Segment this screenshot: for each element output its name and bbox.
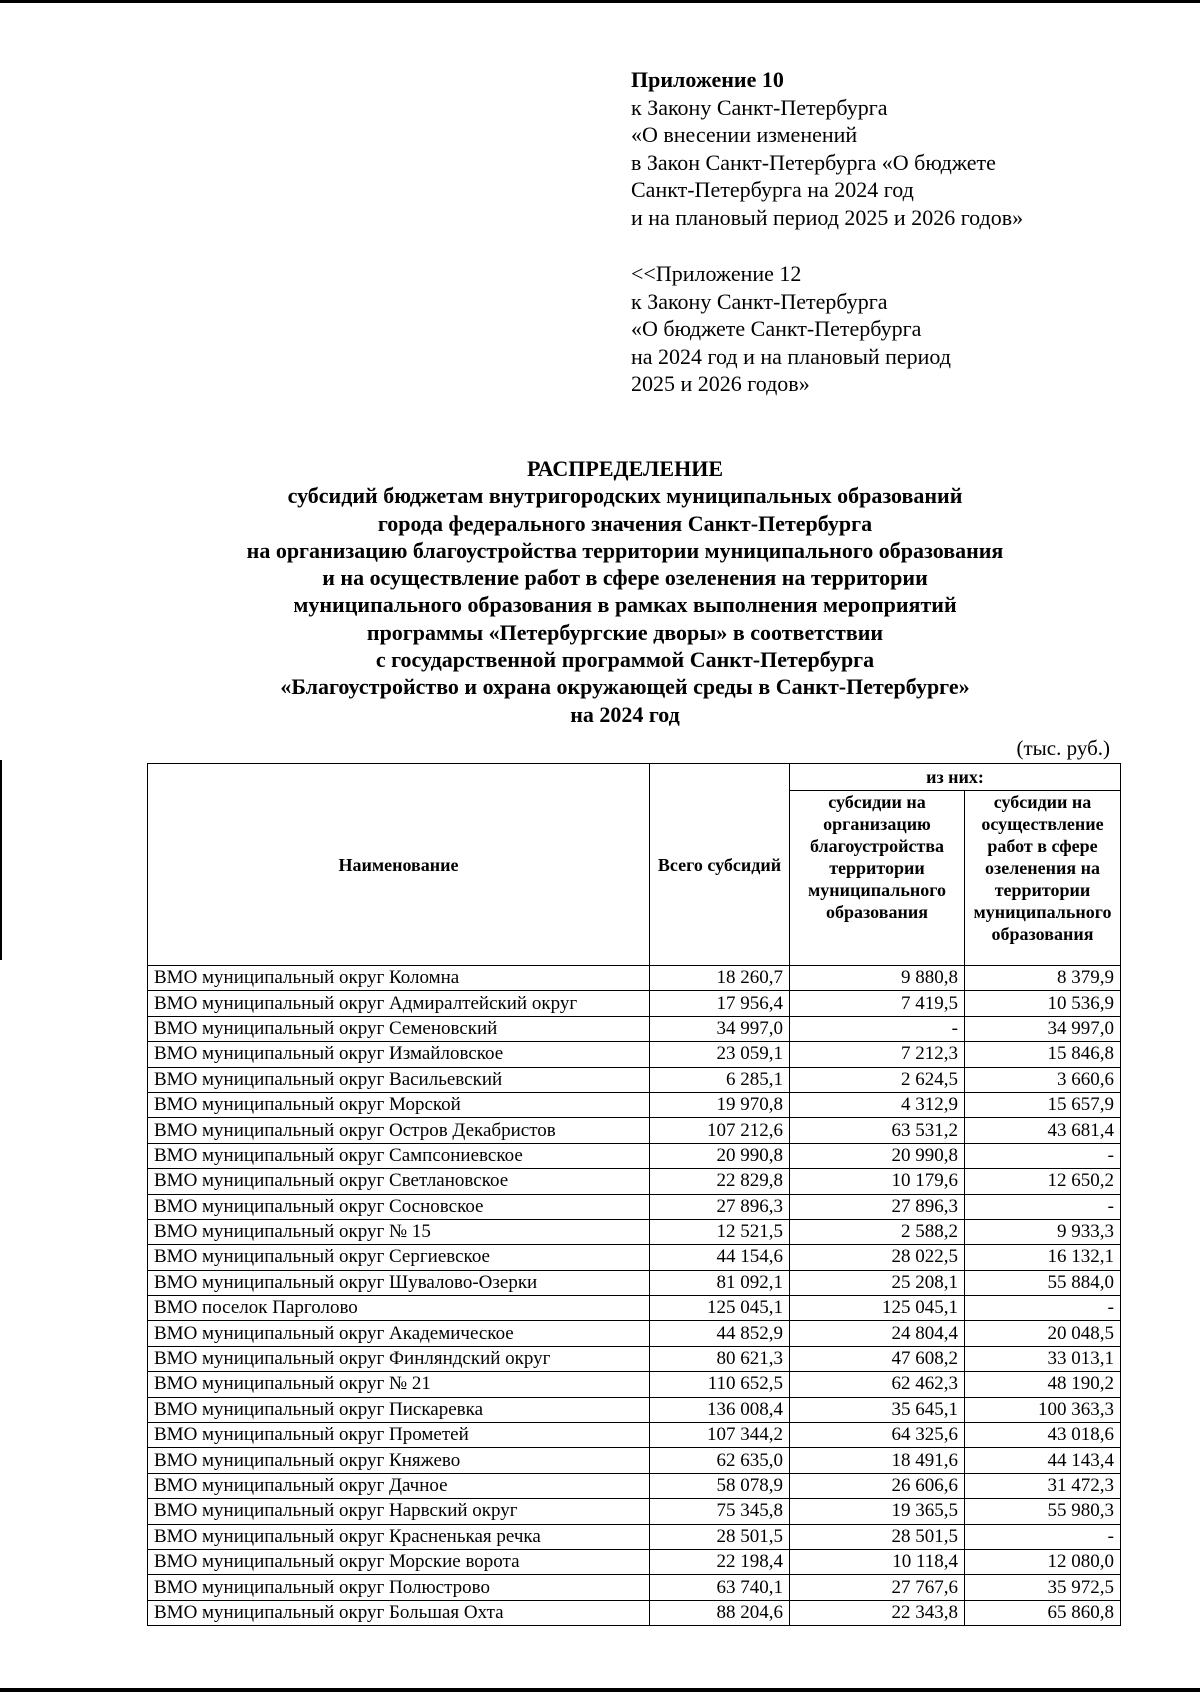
- table-row: [148, 1473, 1121, 1498]
- cell-name: ВМО муниципальный округ Адмиралтейский округ: [148, 991, 650, 1016]
- cell-greening: 10 536,9: [965, 991, 1121, 1016]
- table-body: [148, 966, 1121, 1626]
- appendix2-line: к Закону Санкт-Петербурга: [631, 288, 888, 314]
- cell-greening: 20 048,5: [965, 1321, 1121, 1346]
- cell-total: 58 078,9: [650, 1473, 790, 1498]
- cell-landscaping: 7 212,3: [790, 1042, 965, 1067]
- cell-name: ВМО муниципальный округ Морские ворота: [148, 1549, 650, 1574]
- table-row: [148, 966, 1121, 991]
- cell-landscaping: -: [790, 1016, 965, 1041]
- cell-greening: 9 933,3: [965, 1219, 1121, 1244]
- cell-name: ВМО поселок Парголово: [148, 1296, 650, 1321]
- cell-landscaping: 19 365,5: [790, 1499, 965, 1524]
- cell-total: 107 344,2: [650, 1423, 790, 1448]
- table-row: [148, 1524, 1121, 1549]
- cell-landscaping: 35 645,1: [790, 1397, 965, 1422]
- cell-landscaping: 47 608,2: [790, 1346, 965, 1371]
- table-row: [148, 1169, 1121, 1194]
- cell-greening: 33 013,1: [965, 1346, 1121, 1371]
- cell-name: ВМО муниципальный округ Остров Декабристов: [148, 1118, 650, 1143]
- table-row: [148, 1245, 1121, 1270]
- cell-total: 110 652,5: [650, 1372, 790, 1397]
- scan-edge-left: [0, 760, 2, 960]
- cell-name: ВМО муниципальный округ Коломна: [148, 966, 650, 991]
- appendix-reference-original: [631, 260, 951, 398]
- cell-name: ВМО муниципальный округ № 21: [148, 1372, 650, 1397]
- cell-landscaping: 63 531,2: [790, 1118, 965, 1143]
- cell-total: 12 521,5: [650, 1219, 790, 1244]
- header-greening: субсидии на осуществление работ в сфере озеленения на территории муниципального образования: [965, 791, 1121, 966]
- cell-greening: -: [965, 1194, 1121, 1219]
- appendix-line: в Закон Санкт-Петербурга «О бюджете: [631, 149, 996, 175]
- cell-greening: 8 379,9: [965, 966, 1121, 991]
- cell-greening: 55 884,0: [965, 1270, 1121, 1295]
- cell-total: 20 990,8: [650, 1143, 790, 1168]
- cell-total: 34 997,0: [650, 1016, 790, 1041]
- title-line: программы «Петербургские дворы» в соответствии: [366, 619, 884, 645]
- cell-greening: -: [965, 1524, 1121, 1549]
- appendix2-line: на 2024 год и на плановый период: [631, 343, 951, 369]
- cell-total: 6 285,1: [650, 1067, 790, 1092]
- table-row: [148, 1575, 1121, 1600]
- cell-total: 28 501,5: [650, 1524, 790, 1549]
- cell-greening: 31 472,3: [965, 1473, 1121, 1498]
- appendix2-line: «О бюджете Санкт-Петербурга: [631, 316, 922, 342]
- cell-total: 107 212,6: [650, 1118, 790, 1143]
- table-row: [148, 1194, 1121, 1219]
- cell-greening: 35 972,5: [965, 1575, 1121, 1600]
- cell-landscaping: 26 606,6: [790, 1473, 965, 1498]
- cell-name: ВМО муниципальный округ Пискаревка: [148, 1397, 650, 1422]
- cell-greening: 55 980,3: [965, 1499, 1121, 1524]
- cell-name: ВМО муниципальный округ Морской: [148, 1092, 650, 1117]
- cell-landscaping: 9 880,8: [790, 966, 965, 991]
- cell-name: ВМО муниципальный округ Светлановское: [148, 1169, 650, 1194]
- cell-landscaping: 27 896,3: [790, 1194, 965, 1219]
- cell-total: 125 045,1: [650, 1296, 790, 1321]
- cell-name: ВМО муниципальный округ Полюстрово: [148, 1575, 650, 1600]
- title-line: РАСПРЕДЕЛЕНИЕ: [526, 456, 723, 481]
- cell-name: ВМО муниципальный округ Шувалово-Озерки: [148, 1270, 650, 1295]
- cell-landscaping: 125 045,1: [790, 1296, 965, 1321]
- cell-landscaping: 4 312,9: [790, 1092, 965, 1117]
- table-row: [148, 1118, 1121, 1143]
- title-line: на 2024 год: [570, 701, 680, 727]
- scan-edge-bottom: [0, 1688, 1200, 1692]
- cell-total: 63 740,1: [650, 1575, 790, 1600]
- cell-greening: 12 080,0: [965, 1549, 1121, 1574]
- cell-total: 19 970,8: [650, 1092, 790, 1117]
- cell-landscaping: 2 588,2: [790, 1219, 965, 1244]
- cell-total: 136 008,4: [650, 1397, 790, 1422]
- appendix-line: к Закону Санкт-Петербурга: [631, 94, 888, 120]
- table-row: [148, 1549, 1121, 1574]
- cell-greening: 44 143,4: [965, 1448, 1121, 1473]
- cell-greening: -: [965, 1296, 1121, 1321]
- cell-landscaping: 25 208,1: [790, 1270, 965, 1295]
- title-line: города федерального значения Санкт-Петербурга: [377, 510, 873, 536]
- appendix2-line: <<Приложение 12: [631, 261, 802, 286]
- cell-name: ВМО муниципальный округ Княжево: [148, 1448, 650, 1473]
- table-row: [148, 1270, 1121, 1295]
- header-total: Всего субсидий: [650, 764, 790, 966]
- cell-total: 27 896,3: [650, 1194, 790, 1219]
- table-row: [148, 1423, 1121, 1448]
- cell-landscaping: 20 990,8: [790, 1143, 965, 1168]
- cell-landscaping: 2 624,5: [790, 1067, 965, 1092]
- cell-greening: 48 190,2: [965, 1372, 1121, 1397]
- cell-greening: 43 018,6: [965, 1423, 1121, 1448]
- title-line: на организацию благоустройства территории муниципального образования: [246, 537, 1004, 563]
- table-row: [148, 1346, 1121, 1371]
- table-row: [148, 1143, 1121, 1168]
- cell-total: 75 345,8: [650, 1499, 790, 1524]
- title-line: муниципального образования в рамках выполнения мероприятий: [293, 592, 957, 618]
- table-row: [148, 1296, 1121, 1321]
- table-row: [148, 1016, 1121, 1041]
- title-line: с государственной программой Санкт-Петербурга: [375, 647, 875, 673]
- cell-greening: 12 650,2: [965, 1169, 1121, 1194]
- cell-name: ВМО муниципальный округ Семеновский: [148, 1016, 650, 1041]
- cell-total: 80 621,3: [650, 1346, 790, 1371]
- table-row: [148, 1448, 1121, 1473]
- cell-landscaping: 10 118,4: [790, 1549, 965, 1574]
- cell-name: ВМО муниципальный округ Нарвский округ: [148, 1499, 650, 1524]
- cell-greening: 100 363,3: [965, 1397, 1121, 1422]
- cell-landscaping: 10 179,6: [790, 1169, 965, 1194]
- table-row: [148, 1372, 1121, 1397]
- table-row: [148, 1321, 1121, 1346]
- cell-name: ВМО муниципальный округ № 15: [148, 1219, 650, 1244]
- units-label: (тыс. руб.): [1016, 736, 1110, 760]
- appendix-line: Приложение 10: [631, 67, 784, 92]
- appendix-reference: [631, 66, 1023, 232]
- cell-greening: 15 846,8: [965, 1042, 1121, 1067]
- title-line: субсидий бюджетам внутригородских муниципальных образований: [287, 483, 963, 509]
- cell-landscaping: 22 343,8: [790, 1600, 965, 1625]
- cell-name: ВМО муниципальный округ Академическое: [148, 1321, 650, 1346]
- cell-total: 88 204,6: [650, 1600, 790, 1625]
- cell-name: ВМО муниципальный округ Сергиевское: [148, 1245, 650, 1270]
- cell-greening: 43 681,4: [965, 1118, 1121, 1143]
- cell-total: 22 829,8: [650, 1169, 790, 1194]
- cell-name: ВМО муниципальный округ Финляндский округ: [148, 1346, 650, 1371]
- table-row: [148, 1397, 1121, 1422]
- cell-landscaping: 64 325,6: [790, 1423, 965, 1448]
- cell-total: 17 956,4: [650, 991, 790, 1016]
- cell-total: 22 198,4: [650, 1549, 790, 1574]
- cell-total: 81 092,1: [650, 1270, 790, 1295]
- header-name: Наименование: [148, 764, 650, 966]
- table-row: [148, 1067, 1121, 1092]
- cell-greening: 15 657,9: [965, 1092, 1121, 1117]
- cell-total: 44 852,9: [650, 1321, 790, 1346]
- cell-name: ВМО муниципальный округ Большая Охта: [148, 1600, 650, 1625]
- appendix2-line: 2025 и 2026 годов»: [631, 371, 810, 397]
- cell-name: ВМО муниципальный округ Васильевский: [148, 1067, 650, 1092]
- table-row: [148, 1092, 1121, 1117]
- header-landscaping: субсидии на организацию благоустройства территории муниципального образования: [790, 791, 965, 966]
- header-of-them: из них:: [790, 764, 1121, 791]
- document-title: [0, 455, 1200, 728]
- cell-name: ВМО муниципальный округ Дачное: [148, 1473, 650, 1498]
- table-row: [148, 1042, 1121, 1067]
- cell-name: ВМО муниципальный округ Измайловское: [148, 1042, 650, 1067]
- cell-name: ВМО муниципальный округ Сосновское: [148, 1194, 650, 1219]
- title-line: и на осуществление работ в сфере озеленения на территории: [322, 565, 928, 591]
- cell-total: 62 635,0: [650, 1448, 790, 1473]
- cell-total: 44 154,6: [650, 1245, 790, 1270]
- cell-name: ВМО муниципальный округ Прометей: [148, 1423, 650, 1448]
- table-row: [148, 991, 1121, 1016]
- subsidy-table: [147, 763, 1121, 1626]
- cell-greening: 65 860,8: [965, 1600, 1121, 1625]
- cell-total: 18 260,7: [650, 966, 790, 991]
- cell-landscaping: 24 804,4: [790, 1321, 965, 1346]
- table-row: [148, 1219, 1121, 1244]
- appendix-line: «О внесении изменений: [631, 122, 858, 148]
- cell-landscaping: 27 767,6: [790, 1575, 965, 1600]
- cell-landscaping: 28 022,5: [790, 1245, 965, 1270]
- cell-name: ВМО муниципальный округ Красненькая речка: [148, 1524, 650, 1549]
- scan-edge-top: [0, 0, 1200, 3]
- cell-total: 23 059,1: [650, 1042, 790, 1067]
- cell-greening: -: [965, 1143, 1121, 1168]
- cell-landscaping: 62 462,3: [790, 1372, 965, 1397]
- cell-landscaping: 28 501,5: [790, 1524, 965, 1549]
- appendix-line: и на плановый период 2025 и 2026 годов»: [631, 204, 1024, 230]
- cell-landscaping: 18 491,6: [790, 1448, 965, 1473]
- cell-name: ВМО муниципальный округ Сампсониевское: [148, 1143, 650, 1168]
- cell-greening: 16 132,1: [965, 1245, 1121, 1270]
- cell-greening: 3 660,6: [965, 1067, 1121, 1092]
- table-row: [148, 1600, 1121, 1625]
- appendix-line: Санкт-Петербурга на 2024 год: [631, 177, 914, 203]
- cell-landscaping: 7 419,5: [790, 991, 965, 1016]
- table-row: [148, 1499, 1121, 1524]
- cell-greening: 34 997,0: [965, 1016, 1121, 1041]
- title-line: «Благоустройство и охрана окружающей среды в Санкт-Петербурге»: [280, 674, 970, 700]
